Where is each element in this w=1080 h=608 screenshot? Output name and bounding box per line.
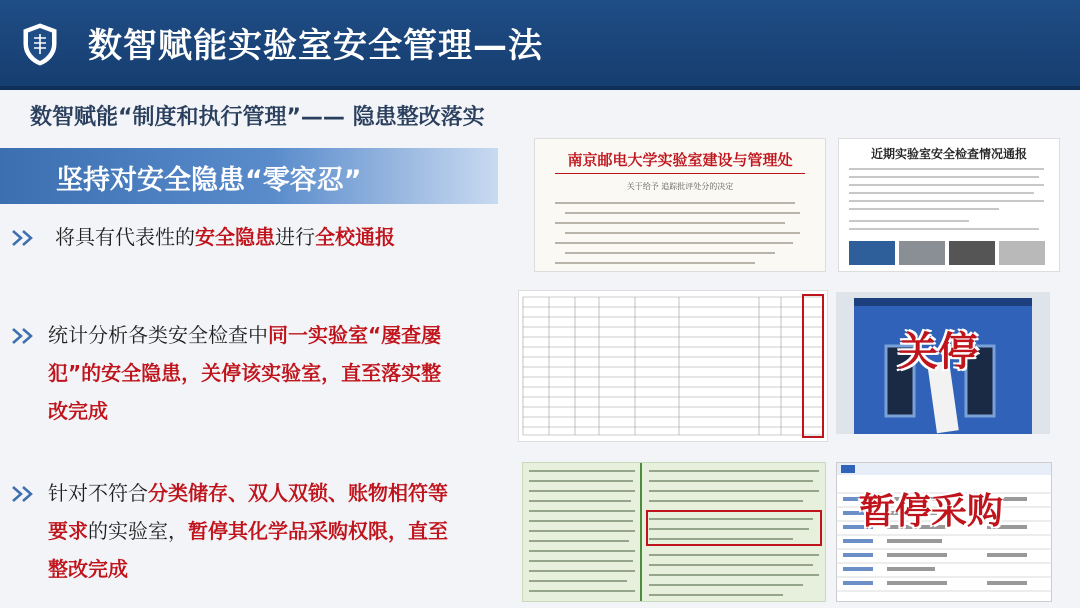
bullet-text: 的实验室， xyxy=(88,519,188,543)
bullet-highlight: 全校通报 xyxy=(315,225,395,249)
bullet-highlight: 要求 xyxy=(48,519,88,543)
university-shield-logo xyxy=(22,22,58,66)
bullet-text: 针对不符合 xyxy=(48,481,148,505)
purchase-suspension-label: 暂停采购 xyxy=(859,491,1004,532)
notice-subtitle: 关于给予 追踪批评处分的决定 xyxy=(626,182,734,191)
bullet-text: 统计分析各类安全检查中 xyxy=(48,323,268,347)
report-title: 近期实验室安全检查情况通报 xyxy=(870,147,1027,161)
notice-header: 南京邮电大学实验室建设与管理处 xyxy=(567,151,793,169)
double-chevron-icon xyxy=(10,326,40,346)
bullet-highlight: 整改完成 xyxy=(48,557,128,581)
bullet-highlight: 安全隐患 xyxy=(195,225,275,249)
inspection-table-grid xyxy=(519,291,827,441)
bullet-highlight: 犯”的安全隐患，关停该实验室，直至落实整 xyxy=(48,361,442,385)
bullet-text: 将具有代表性的 xyxy=(55,225,195,249)
banner-text: 坚持对安全隐患“零容忍” xyxy=(56,165,362,196)
policy-document-content xyxy=(523,463,825,601)
bullet-text: 进行 xyxy=(275,225,315,249)
highlight-banner xyxy=(0,148,498,204)
document-text-lines xyxy=(555,199,805,267)
double-chevron-icon xyxy=(10,228,40,248)
report-content xyxy=(849,165,1049,265)
section-subtitle: 数智赋能“制度和执行管理”—— 隐患整改落实 xyxy=(30,105,485,130)
bullet-highlight: 暂停其化学品采购权限，直至 xyxy=(188,519,448,543)
bullet-highlight: 分类储存、双人双锁、账物相符等 xyxy=(148,481,448,505)
page-title: 数智赋能实验室安全管理—法 xyxy=(88,26,543,66)
double-chevron-icon xyxy=(10,484,40,504)
closed-lab-door-photo xyxy=(836,292,1050,434)
purchase-system-screenshot xyxy=(836,462,1052,602)
report-document-image xyxy=(838,138,1060,272)
header-bar xyxy=(0,0,1080,86)
closure-label: 关停 xyxy=(898,329,978,375)
inspection-table-image xyxy=(518,290,828,442)
bullet-highlight: 同一实验室“屡查屡 xyxy=(268,323,442,347)
bullet-highlight: 改完成 xyxy=(48,399,108,423)
policy-document-image xyxy=(522,462,826,602)
notice-document-image xyxy=(534,138,826,272)
header-divider xyxy=(0,86,1080,90)
